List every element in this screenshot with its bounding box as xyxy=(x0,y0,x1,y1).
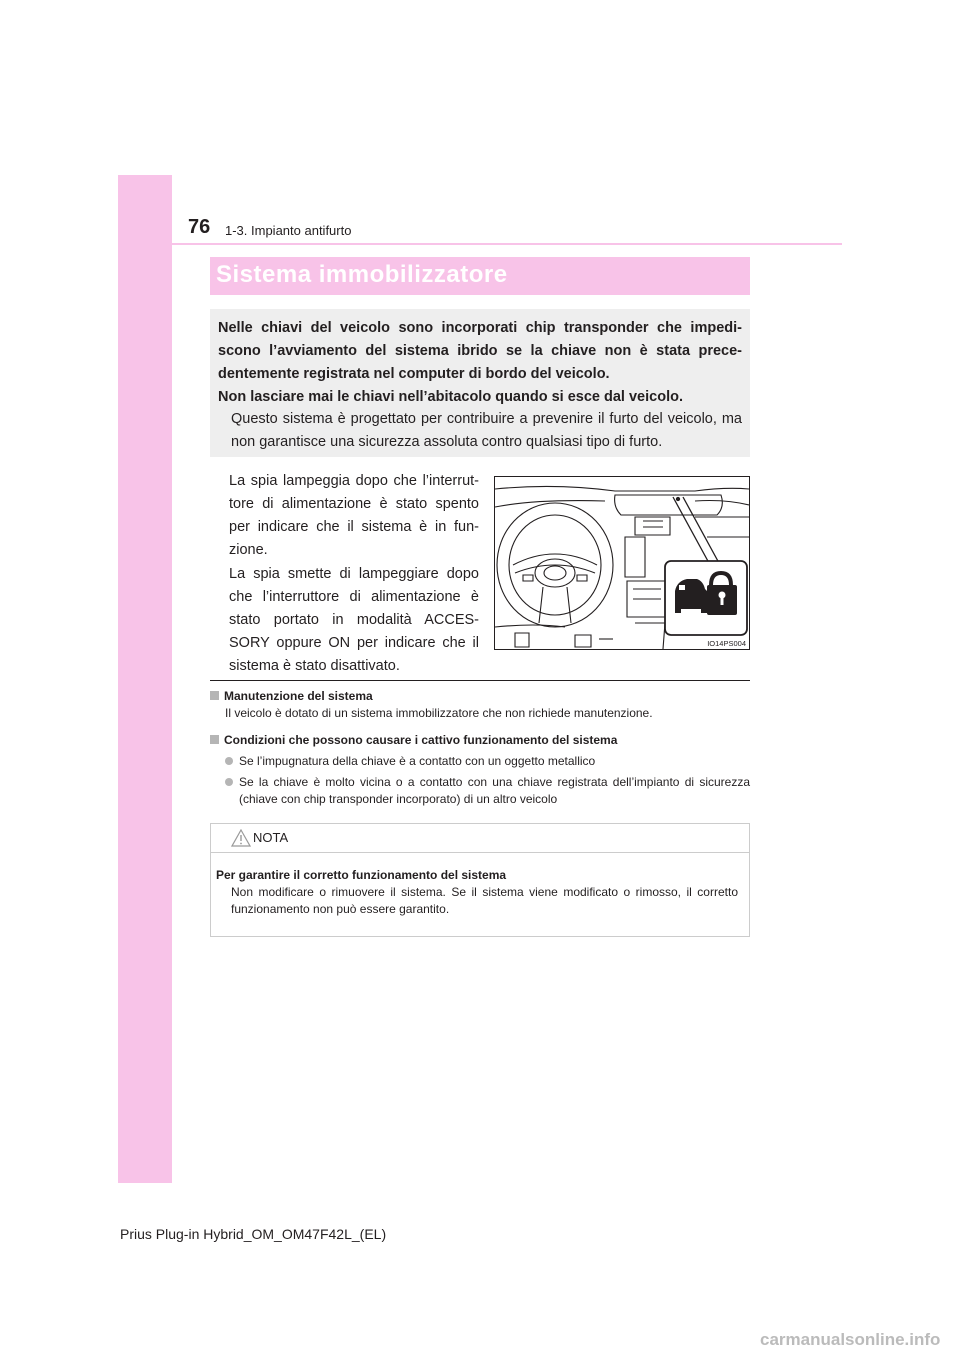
square-bullet-icon xyxy=(210,735,219,744)
nota-text: Non modificare o rimuovere il sistema. Se il sistema viene modificato o rimosso, il corretto funzionamento non può essere garantito. xyxy=(231,885,738,916)
intro-disclaimer: Questo sistema è progettato per contribuire a prevenire il furto del veicolo, ma non garantisce una sicurezza assoluta contro qualsiasi tipo di furto. xyxy=(231,411,742,450)
body-paragraph-2: La spia smette di lampeggiare dopo che l’interruttore di alimentazione è stato portato in modalità ACCES-SORY oppure ON per indicare che il sistema è stato disattivato. xyxy=(229,566,479,674)
section-label: 1-3. Impianto antifurto xyxy=(225,223,352,238)
watermark: carmanualsonline.info xyxy=(760,1330,941,1349)
list-item-text: Se l’impugnatura della chiave è a contatto con un oggetto metallico xyxy=(239,754,596,768)
note-title: Condizioni che possono causare i cattivo funzionamento del sistema xyxy=(224,733,618,747)
intro-paragraph: Nelle chiavi del veicolo sono incorporati chip transponder che impedi-scono l’avviamento del sistema ibrido se la chiave non è stata prece-dentemente registrata nel computer di bordo del veicolo. xyxy=(218,320,742,382)
list-item xyxy=(210,774,750,808)
note-malfunction xyxy=(210,732,750,808)
square-bullet-icon xyxy=(210,691,219,700)
intro-box xyxy=(210,309,750,457)
footer-doc-id: Prius Plug-in Hybrid_OM_OM47F42L_(EL) xyxy=(120,1226,387,1242)
illustration-code: IO14PS004 xyxy=(707,639,746,648)
round-bullet-icon xyxy=(225,757,233,765)
nota-content xyxy=(216,867,738,918)
note-text: Il veicolo è dotato di un sistema immobilizzatore che non richiede manutenzione. xyxy=(225,706,653,720)
header-rule xyxy=(172,243,842,245)
list-item-text: Se la chiave è molto vicina o a contatto con una chiave registrata dell’impianto di sicurezza (chiave con chip transponder incorporato) di un altro veicolo xyxy=(239,775,750,806)
dashboard-illustration xyxy=(494,476,750,650)
nota-label: NOTA xyxy=(253,830,289,845)
side-tab-strip xyxy=(118,175,172,1183)
warning-triangle-icon xyxy=(231,829,251,847)
page-number: 76 xyxy=(188,216,211,238)
section-title: Sistema immobilizzatore xyxy=(216,261,508,288)
list-item xyxy=(210,753,750,770)
nota-box xyxy=(210,823,750,937)
body-paragraph-1: La spia lampeggia dopo che l’interrut-tore di alimentazione è stato spento per indicare che il sistema è in fun-zione. xyxy=(229,473,479,558)
section-title-bar xyxy=(210,257,750,295)
intro-warning: Non lasciare mai le chiavi nell’abitacolo quando si esce dal veicolo. xyxy=(218,389,683,405)
round-bullet-icon xyxy=(225,778,233,786)
note-maintenance xyxy=(210,688,750,722)
separator-rule xyxy=(210,680,750,681)
note-title: Manutenzione del sistema xyxy=(224,689,373,703)
dashboard-drawing xyxy=(495,477,749,649)
nota-title: Per garantire il corretto funzionamento del sistema xyxy=(216,868,507,882)
nota-header xyxy=(211,824,749,853)
